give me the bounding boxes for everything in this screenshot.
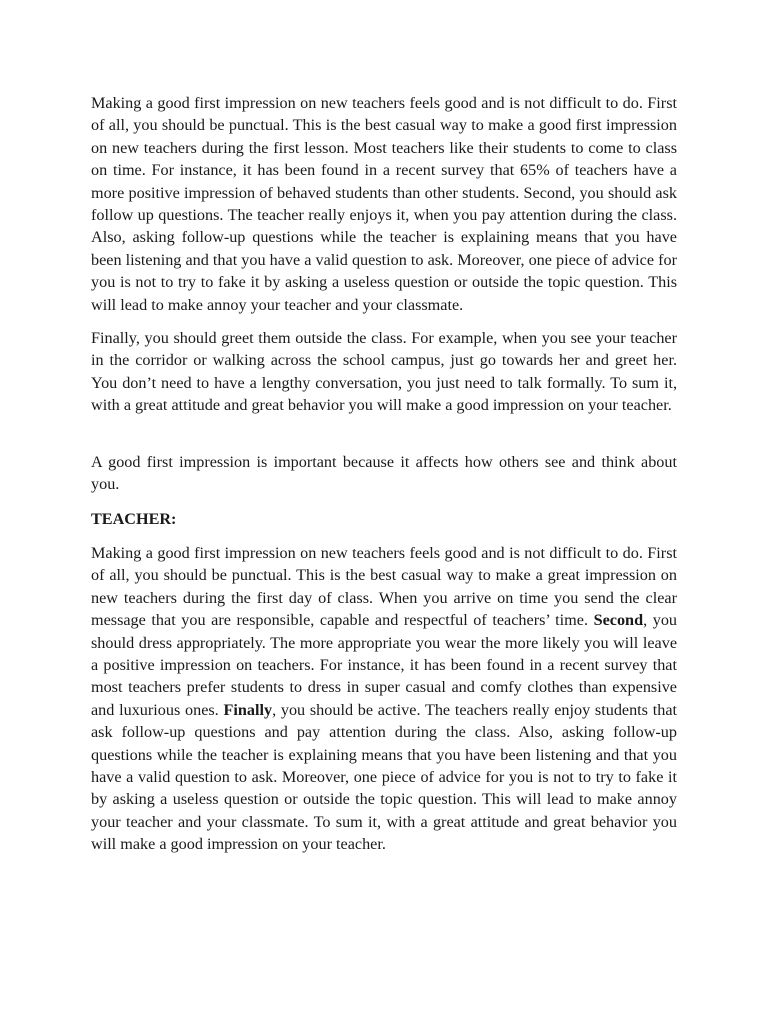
paragraph-first-impression: Making a good first impression on new teachers feels good and is not difficult to do. First of all, you should be punctual. This is the best casual way to make a good first impression on new teachers during the first lesson. Most teachers like their students to come to class on time. For instance, it has been found in a recent survey that 65% of teachers have a more positive impression of behaved students than other students. Second, you should ask follow up questions. The teacher really enjoys it, when you pay attention during the class. Also, asking follow-up questions while the teacher is explaining means that you have been listening and that you have a valid question to ask. Moreover, one piece of advice for you is not to try to fake it by asking a useless question or outside the topic question. This will lead to make annoy your teacher and your classmate. bbox=[91, 94, 677, 314]
section-heading-teacher: TEACHER: bbox=[91, 509, 177, 528]
teacher-bold-second: Second bbox=[593, 611, 644, 630]
paragraph-importance: A good first impression is important because it affects how others see and think about you. bbox=[91, 452, 677, 494]
teacher-text-part-1: Making a good first impression on new teachers feels good and is not difficult to do. First of all, you should be punctual. This is the best casual way to make a great impression on new teachers during the first day of class. When you arrive on time you send the clear message that you are responsible, capable and respectful of teachers’ time. bbox=[91, 543, 677, 630]
teacher-text-part-2: , you should dress appropriately. The more appropriate you wear the more likely you will leave a positive impression on teachers. For instance, it has been found in a recent survey that most teachers prefer students to dress in super casual and comfy clothes than expensive and luxurious ones. bbox=[91, 611, 677, 719]
paragraph-greet-outside: Finally, you should greet them outside the class. For example, when you see your teacher in the corridor or walking across the school campus, just go towards her and greet her. You don’t need to have a lengthy conversation, you just need to talk formally. To sum it, with a great attitude and great behavior you will make a good impression on your teacher. bbox=[91, 329, 677, 415]
paragraph-teacher-version bbox=[91, 542, 677, 856]
teacher-text-part-3: , you should be active. The teachers really enjoy students that ask follow-up questions and pay attention during the class. Also, asking follow-up questions while the teacher is explaining means that you have been listening and that you have a valid question to ask. Moreover, one piece of advice for you is not to try to fake it by asking a useless question or outside the topic question. This will lead to make annoy your teacher and your classmate. To sum it, with a great attitude and great behavior you will make a good impression on your teacher. bbox=[91, 700, 677, 854]
document-page bbox=[91, 92, 677, 856]
teacher-bold-finally: Finally bbox=[223, 700, 273, 719]
